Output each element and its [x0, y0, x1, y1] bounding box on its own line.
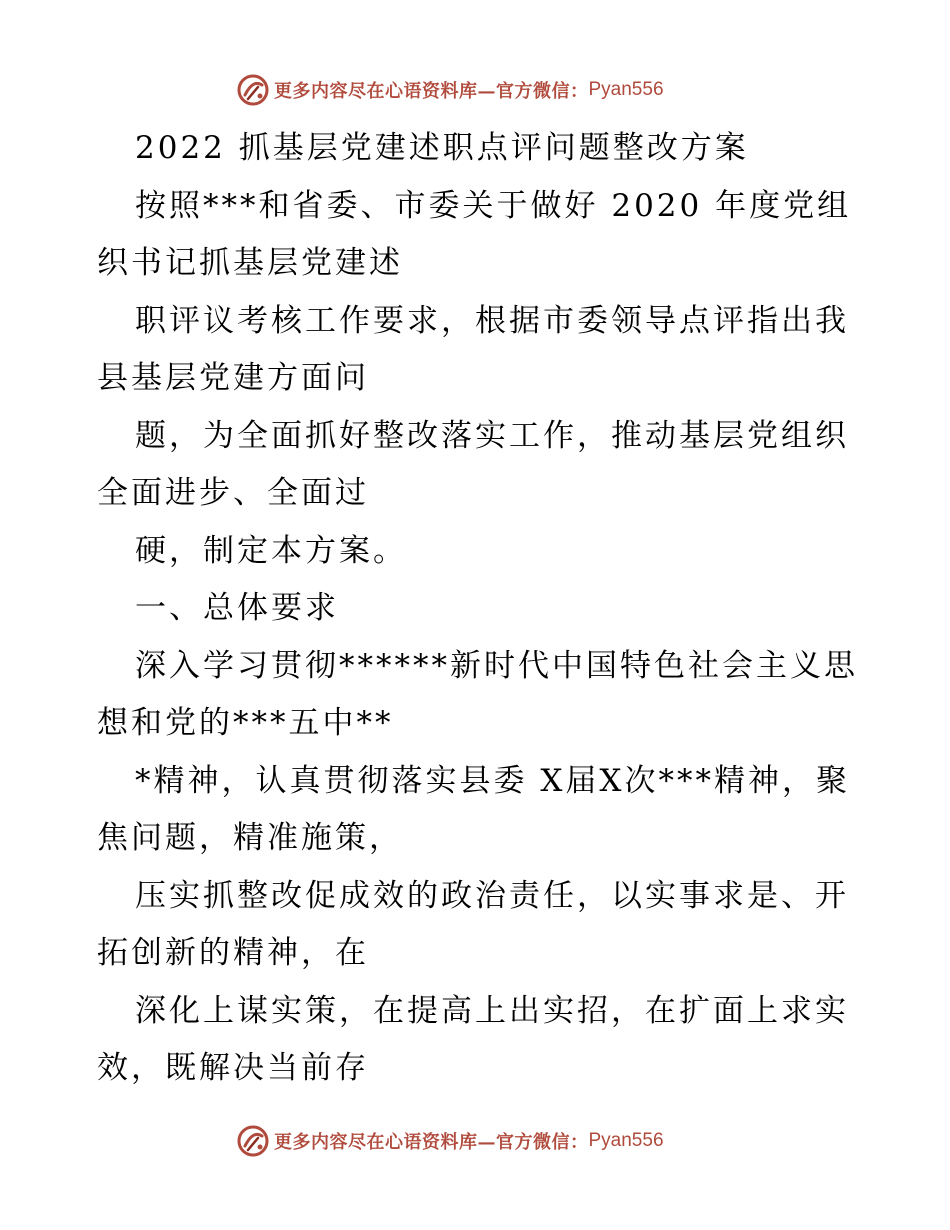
paragraph-line: *精神，认真贯彻落实县委 X届X次***精神，聚: [135, 762, 850, 799]
paragraph-line: 效，既解决当前存: [97, 1050, 369, 1086]
paragraph-line: 织书记抓基层党建述: [97, 245, 403, 281]
banner-wechat-id: Pyan556: [588, 79, 664, 100]
paragraph-line: 拓创新的精神，在: [97, 935, 369, 971]
paragraph-line: 县基层党建方面问: [97, 360, 369, 396]
red-seal-logo-icon: [236, 73, 270, 107]
section-heading: 一、总体要求: [135, 590, 339, 626]
paragraph-line: 题，为全面抓好整改落实工作，推动基层党组织: [135, 417, 849, 454]
paragraph-line: 焦问题，精准施策，: [97, 820, 403, 856]
banner-text: 更多内容尽在心语资料库—官方微信：: [274, 1132, 589, 1153]
red-seal-logo-icon: [236, 1124, 270, 1158]
paragraph-line: 想和党的***五中**: [97, 705, 394, 741]
paragraph-line: 深化上谋实策，在提高上出实招，在扩面上求实: [135, 992, 849, 1029]
paragraph-line: 硬，制定本方案。: [135, 532, 407, 569]
paragraph-line: 职评议考核工作要求，根据市委领导点评指出我: [135, 302, 849, 339]
paragraph-line: 全面进步、全面过: [97, 475, 369, 511]
paragraph-line: 深入学习贯彻******新时代中国特色社会主义思: [135, 647, 858, 684]
banner-text: 更多内容尽在心语资料库—官方微信：: [274, 81, 589, 102]
header-watermark-banner: [236, 72, 664, 108]
document-title: 2022 抓基层党建述职点评问题整改方案: [135, 130, 749, 166]
paragraph-line: 压实抓整改促成效的政治责任，以实事求是、开: [135, 877, 849, 914]
paragraph-line: 按照***和省委、市委关于做好 2020 年度党组: [135, 187, 852, 224]
footer-watermark-banner: [236, 1123, 664, 1159]
banner-wechat-id: Pyan556: [588, 1130, 664, 1151]
document-body: [97, 124, 897, 1102]
